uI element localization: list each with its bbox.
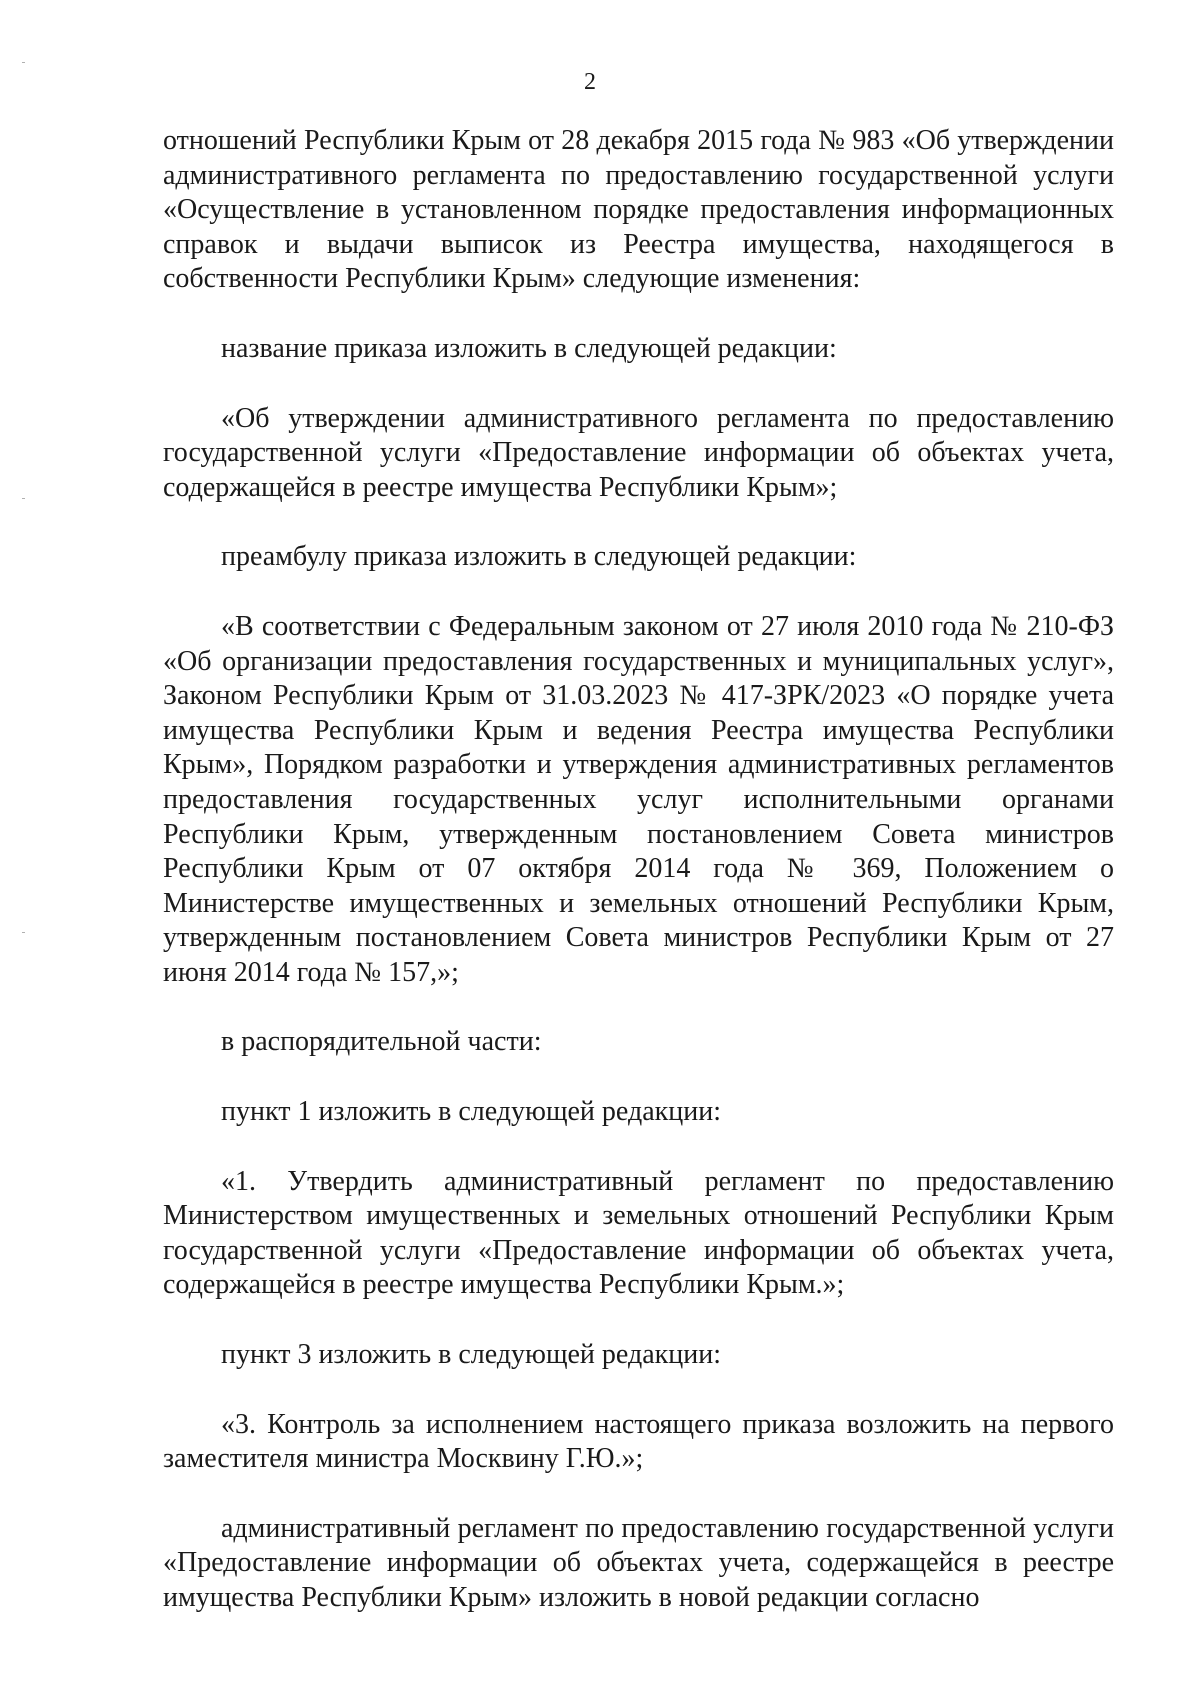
paragraph-regulation-new-edition: административный регламент по предоставлению государственной услуги «Предоставление информации об объектах учета, содержащейся в реестре имущества Республики Крым» изложить в новой редакции согласно bbox=[163, 1512, 1114, 1613]
margin-mark bbox=[22, 498, 25, 499]
document-body bbox=[163, 124, 1114, 1616]
paragraph-new-title: «Об утверждении административного регламента по предоставлению государственной услуги «Предоставление информации об объектах учета, содержащейся в реестре имущества Республики Крым»; bbox=[163, 402, 1114, 503]
paragraph-intro-continuation: отношений Республики Крым от 28 декабря 2015 года № 983 «Об утверждении административного регламента по предоставлению государственной услуги «Осуществление в установленном порядке предоставления информационных справок и выдачи выписок из Реестра имущества, находящегося в собственности Республики Крым» следующие изменения: bbox=[163, 125, 1114, 295]
paragraph-operative-part: в распорядительной части: bbox=[221, 1026, 542, 1058]
paragraph-new-item3: «3. Контроль за исполнением настоящего приказа возложить на первого заместителя министра Москвину Г.Ю.»; bbox=[163, 1408, 1114, 1475]
page-number: 2 bbox=[584, 69, 596, 95]
paragraph-item3-instruction: пункт 3 изложить в следующей редакции: bbox=[221, 1339, 721, 1371]
paragraph-title-instruction: название приказа изложить в следующей редакции: bbox=[221, 332, 837, 364]
paragraph-preamble-instruction: преамбулу приказа изложить в следующей редакции: bbox=[221, 541, 857, 573]
paragraph-new-preamble: «В соответствии с Федеральным законом от 27 июля 2010 года № 210-ФЗ «Об организации предоставления государственных и муниципальных услуг», Законом Республики Крым от 31.03.2023 № 417-ЗРК/2023 «О порядке учета имущества Республики Крым и ведения Реестра имущества Республики Крым», Порядком разработки и утверждения административных регламентов предоставления государственных услуг исполнительными органами Республики Крым, утвержденным постановлением Совета министров Республики Крым от 07 октября 2014 года № 369, Положением о Министерстве имущественных и земельных отношений Республики Крым, утвержденным постановлением Совета министров Республики Крым от 27 июня 2014 года № 157,»; bbox=[163, 610, 1114, 988]
paragraph-item1-instruction: пункт 1 изложить в следующей редакции: bbox=[221, 1096, 721, 1128]
paragraph-new-item1: «1. Утвердить административный регламент по предоставлению Министерством имущественных и земельных отношений Республики Крым государственной услуги «Предоставление информации об объектах учета, содержащейся в реестре имущества Республики Крым.»; bbox=[163, 1165, 1114, 1301]
margin-mark bbox=[22, 932, 25, 933]
margin-mark bbox=[22, 62, 25, 63]
